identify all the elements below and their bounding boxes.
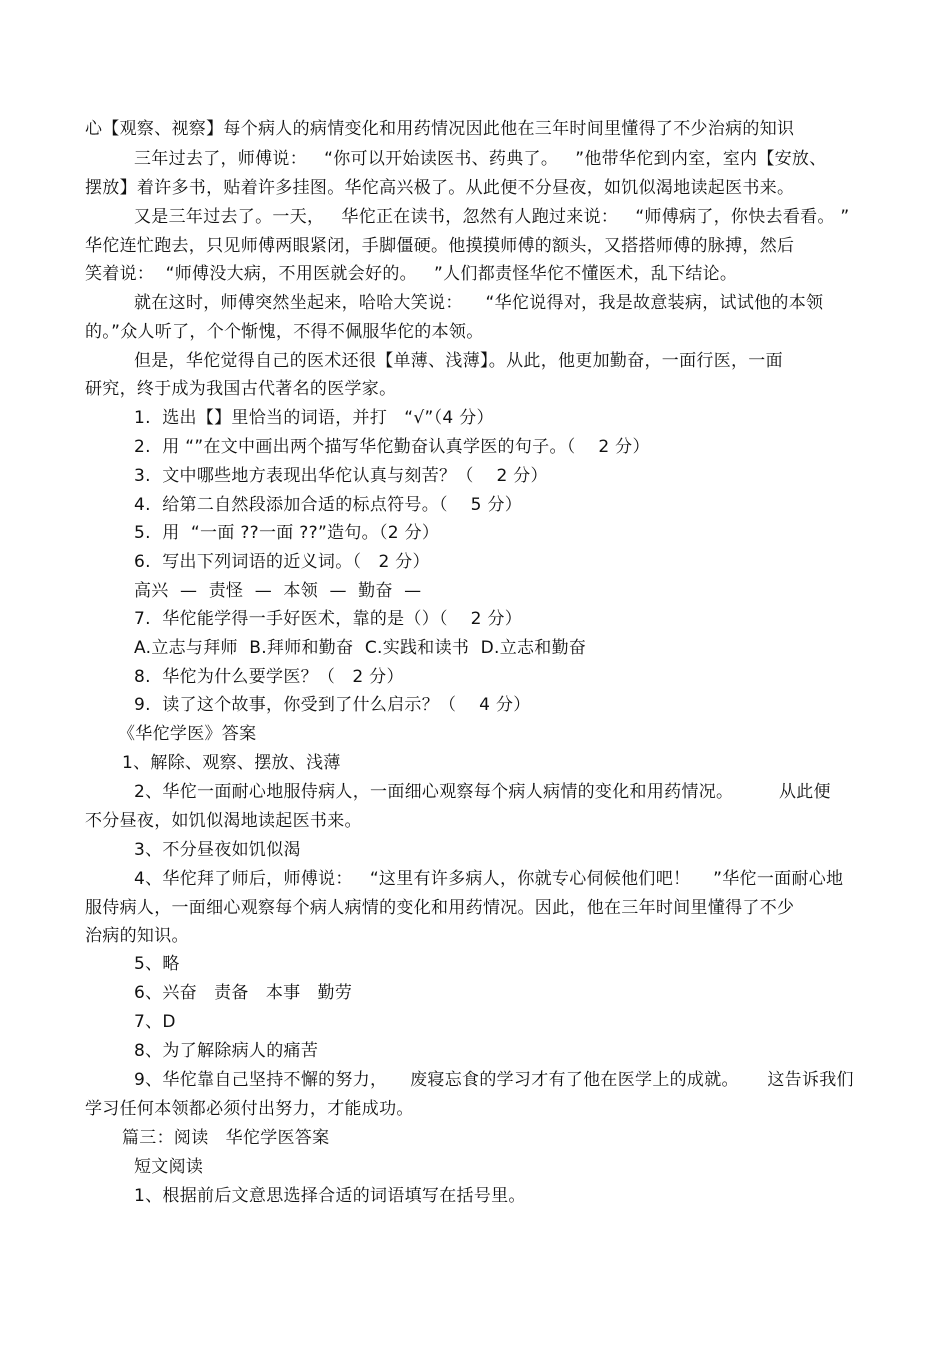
question-7: 7. 华佗能学得一手好医术，靠的是（）（ 2 分） [134, 609, 523, 629]
question-8: 8. 华佗为什么要学医？（ 2 分） [134, 667, 404, 687]
section-heading: 篇三：阅读 华佗学医答案 [122, 1128, 330, 1148]
answer-6: 6、兴奋 责备 本事 勤劳 [134, 983, 353, 1003]
question-1: 1. 选出【】里恰当的词语，并打 “√”（4 分） [134, 408, 494, 428]
question-4: 4. 给第二自然段添加合适的标点符号。（ 5 分） [134, 495, 523, 515]
question-2: 2. 用 “”在文中画出两个描写华佗勤奋认真学医的句子。（ 2 分） [134, 437, 650, 457]
text-line: 的。”众人听了，个个惭愧，不得不佩服华佗的本领。 [85, 322, 484, 342]
text-line: 服侍病人，一面细心观察每个病人病情的变化和用药情况。因此，他在三年时间里懂得了不少 [85, 898, 795, 918]
answer-1: 1、解除、观察、摆放、浅薄 [122, 753, 341, 773]
answer-3: 3、不分昼夜如饥似渴 [134, 840, 301, 860]
question-5: 5. 用 “一面 ??一面 ??”造句。（2 分） [134, 523, 440, 543]
question-9: 9. 读了这个故事，你受到了什么启示？（ 4 分） [134, 695, 531, 715]
text-line: 治病的知识。 [85, 926, 189, 946]
subsection-heading: 短文阅读 [134, 1157, 204, 1177]
question-3: 3. 文中哪些地方表现出华佗认真与刻苦？（ 2 分） [134, 466, 548, 486]
text-line: 学习任何本领都必须付出努力，才能成功。 [85, 1099, 414, 1119]
answers-heading: 《华佗学医》答案 [118, 724, 257, 744]
question-6-words: 高兴 — 责怪 — 本领 — 勤奋 — [134, 581, 422, 601]
text-line: 但是，华佗觉得自己的医术还很【单薄、浅薄】。从此，他更加勤奋，一面行医，一面 [134, 351, 783, 371]
text-line: 研究，终于成为我国古代著名的医学家。 [85, 379, 397, 399]
answer-4: 4、华佗拜了师后，师傅说： “这里有许多病人，你就专心伺候他们吧！ ”华佗一面耐心地 [134, 869, 844, 889]
question-7-options: A.立志与拜师 B.拜师和勤奋 C.实践和读书 D.立志和勤奋 [134, 638, 587, 658]
text-line: 三年过去了，师傅说： “你可以开始读医书、药典了。 ”他带华佗到内室，室内【安放、 [134, 149, 827, 169]
text-line: 不分昼夜，如饥似渴地读起医书来。 [85, 811, 362, 831]
answer-9: 9、华佗靠自己坚持不懈的努力， 废寝忘食的学习才有了他在医学上的成就。 这告诉我们 [134, 1070, 854, 1090]
text-line: 华佗连忙跑去，只见师傅两眼紧闭，手脚僵硬。他摸摸师傅的额头，又搭搭师傅的脉搏，然后 [85, 236, 795, 256]
text-line: 摆放】着许多书，贴着许多挂图。华佗高兴极了。从此便不分昼夜，如饥似渴地读起医书来。 [85, 178, 795, 198]
text-line: 又是三年过去了。一天， 华佗正在读书，忽然有人跑过来说： “师傅病了，你快去看看。 ” [134, 207, 850, 227]
text-line: 1、根据前后文意思选择合适的词语填写在括号里。 [134, 1186, 526, 1206]
answer-5: 5、略 [134, 954, 180, 974]
text-line: 就在这时，师傅突然坐起来，哈哈大笑说： “华佗说得对，我是故意装病，试试他的本领 [134, 293, 824, 313]
answer-7: 7、D [134, 1012, 176, 1032]
answer-2: 2、华佗一面耐心地服侍病人，一面细心观察每个病人病情的变化和用药情况。 从此便 [134, 782, 831, 802]
question-6: 6. 写出下列词语的近义词。（ 2 分） [134, 552, 430, 572]
text-line: 心【观察、视察】每个病人的病情变化和用药情况因此他在三年时间里懂得了不少治病的知识 [85, 119, 795, 139]
text-line: 笑着说： “师傅没大病，不用医就会好的。 ”人们都责怪华佗不懂医术，乱下结论。 [85, 264, 738, 284]
answer-8: 8、为了解除病人的痛苦 [134, 1041, 319, 1061]
